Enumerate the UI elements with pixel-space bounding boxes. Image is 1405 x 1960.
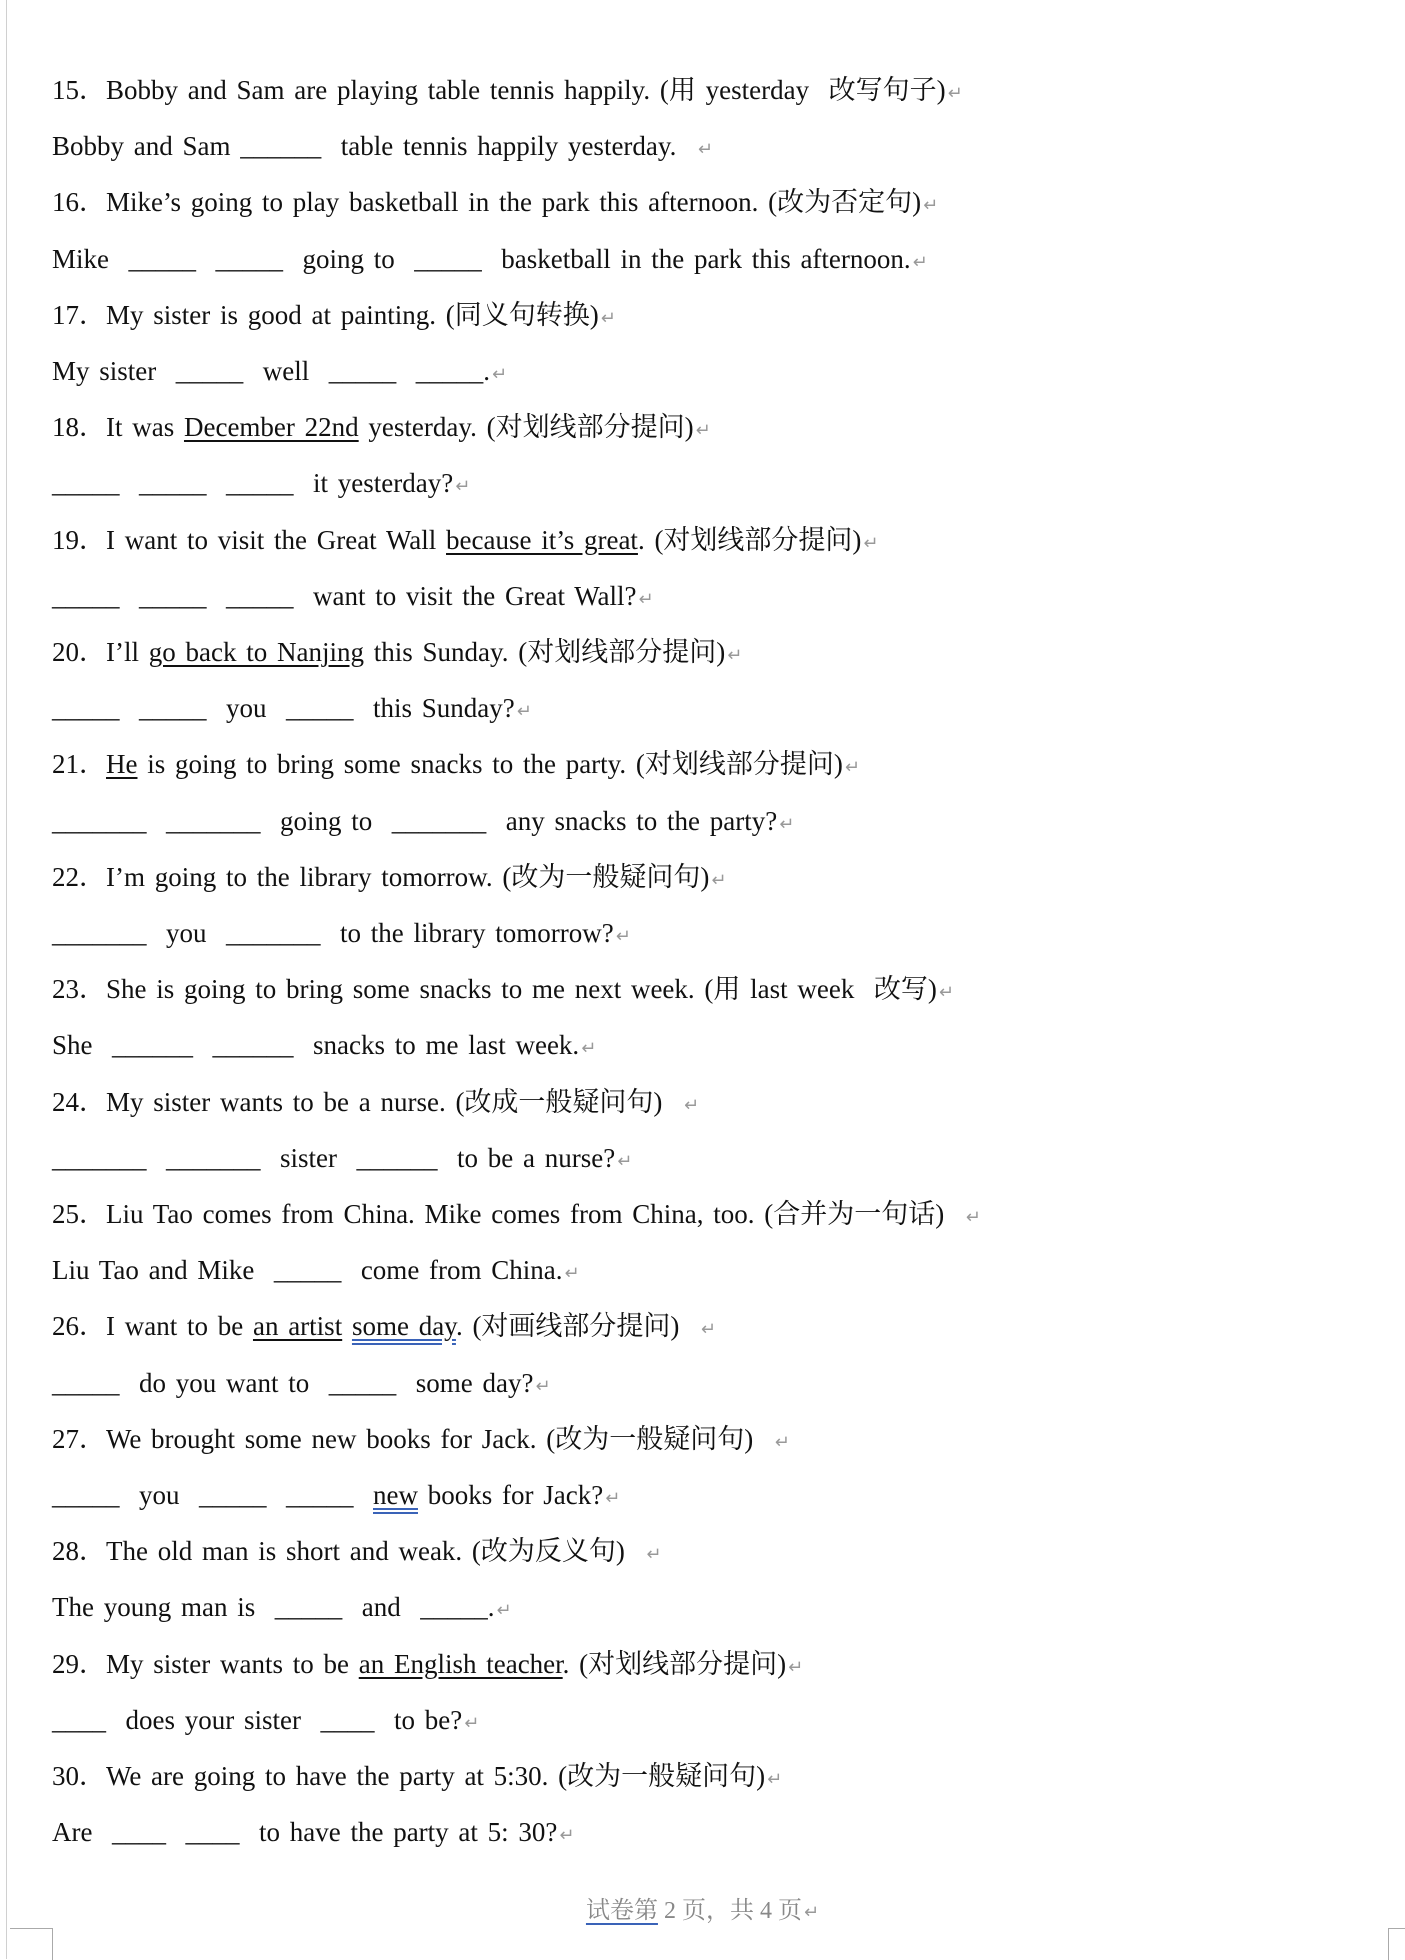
answer-blank: _____ bbox=[328, 356, 397, 386]
return-mark-icon: ↵ bbox=[844, 757, 860, 779]
text-segment: it yesterday? bbox=[293, 468, 454, 499]
return-mark-icon: ↵ bbox=[788, 1656, 804, 1678]
answer-line bbox=[52, 1028, 596, 1066]
answer-blank: ______ bbox=[240, 131, 322, 162]
answer-line bbox=[52, 579, 654, 617]
return-mark-icon: ↵ bbox=[700, 1319, 717, 1341]
return-mark-icon: ↵ bbox=[455, 476, 471, 498]
text-segment: do you want to bbox=[119, 1367, 329, 1398]
text-segment: Are bbox=[52, 1817, 112, 1848]
answer-line bbox=[52, 354, 507, 392]
return-mark-icon: ↵ bbox=[947, 83, 963, 104]
return-mark-icon: ↵ bbox=[564, 1263, 580, 1285]
answer-blank: _____ bbox=[128, 243, 196, 274]
text-segment: 15．Bobby and Sam are playing table tennis happily. (用 yesterday 改写句子) bbox=[52, 75, 946, 105]
return-mark-icon: ↵ bbox=[496, 1600, 512, 1622]
question-line bbox=[52, 1647, 803, 1685]
return-mark-icon: ↵ bbox=[774, 1431, 790, 1453]
text-segment: . (对画线部分提问) bbox=[455, 1311, 699, 1342]
answer-blank: _____ bbox=[139, 580, 207, 611]
answer-blank: _____ bbox=[215, 243, 283, 274]
text-segment: 17．My sister is good at painting. (同义句转换) bbox=[52, 299, 599, 330]
text-segment: want to visit the Great Wall? bbox=[293, 580, 637, 611]
question-line bbox=[52, 860, 727, 898]
question-line bbox=[52, 1422, 790, 1460]
answer-blank: _______ bbox=[52, 918, 147, 948]
answer-blank: _____ bbox=[199, 1480, 267, 1510]
text-segment: does your sister bbox=[106, 1704, 321, 1735]
text-segment: 19．I want to visit the Great Wall bbox=[52, 524, 447, 555]
text-segment: . (对划线部分提问) bbox=[637, 524, 862, 555]
answer-blank: _____ bbox=[274, 1592, 343, 1623]
return-mark-icon: ↵ bbox=[965, 1207, 981, 1228]
text-segment: to have the party at 5: 30? bbox=[239, 1817, 558, 1848]
text-segment: going to bbox=[283, 243, 415, 274]
answer-line bbox=[52, 1141, 632, 1179]
return-mark-icon: ↵ bbox=[559, 1825, 575, 1847]
question-line bbox=[52, 972, 954, 1010]
underlined-phrase: because it’s great bbox=[446, 524, 638, 555]
text-segment bbox=[147, 806, 167, 836]
answer-blank: _______ bbox=[166, 805, 261, 836]
text-segment: 27．We brought some new books for Jack. (改为一般疑问句) bbox=[52, 1423, 773, 1454]
text-segment: 24．My sister wants to be a nurse. (改成一般疑问句) bbox=[52, 1086, 682, 1117]
footer-page-info: 2 页，共 4 页 bbox=[657, 1898, 802, 1924]
question-line bbox=[52, 1759, 782, 1797]
text-segment: She bbox=[52, 1030, 112, 1061]
return-mark-icon: ↵ bbox=[464, 1712, 480, 1734]
text-segment: 22．I’m going to the library tomorrow. (改为一般疑问句) bbox=[52, 861, 710, 892]
text-segment: any snacks to the party? bbox=[486, 805, 778, 836]
answer-blank: _____. bbox=[420, 1592, 495, 1623]
page-footer bbox=[0, 1890, 1405, 1925]
text-segment: Liu Tao and Mike bbox=[52, 1255, 274, 1286]
text-segment: yesterday. (对划线部分提问) bbox=[358, 412, 694, 443]
question-line bbox=[52, 523, 879, 561]
text-segment: you bbox=[119, 1480, 199, 1510]
answer-blank: _______ bbox=[52, 805, 147, 836]
underlined-phrase: an artist bbox=[252, 1311, 343, 1342]
answer-blank: _____ bbox=[286, 693, 354, 724]
return-mark-icon: ↵ bbox=[516, 701, 532, 723]
underlined-phrase: go back to Nanjing bbox=[148, 637, 364, 667]
answer-line bbox=[52, 1590, 512, 1628]
question-line bbox=[52, 298, 616, 336]
text-segment: 18．It was bbox=[52, 412, 184, 443]
answer-line bbox=[52, 1478, 620, 1516]
answer-blank: _______ bbox=[391, 805, 487, 836]
answer-blank: ____ bbox=[185, 1817, 240, 1848]
return-mark-icon: ↵ bbox=[646, 1544, 662, 1566]
text-segment: My sister bbox=[52, 356, 176, 386]
text-segment: is going to bring some snacks to the party. (对划线部分提问) bbox=[137, 749, 843, 780]
answer-blank: _____ bbox=[226, 468, 294, 499]
page-corner-mark-right bbox=[1388, 1928, 1405, 1960]
text-segment bbox=[120, 468, 140, 498]
return-mark-icon: ↵ bbox=[605, 1488, 621, 1509]
answer-blank: ______ bbox=[356, 1142, 438, 1173]
text-segment: 20．I’ll bbox=[52, 637, 149, 667]
text-segment bbox=[396, 356, 416, 386]
answer-blank: _____ bbox=[175, 356, 244, 386]
answer-blank: _____ bbox=[139, 693, 207, 724]
text-segment: books for Jack? bbox=[417, 1480, 604, 1510]
answer-line bbox=[52, 1253, 580, 1291]
return-mark-icon: ↵ bbox=[803, 1902, 820, 1923]
text-segment: 25．Liu Tao comes from China. Mike comes from China, too. (合并为一句话) bbox=[52, 1199, 964, 1229]
answer-line bbox=[52, 1366, 551, 1404]
return-mark-icon: ↵ bbox=[727, 645, 743, 666]
text-segment bbox=[354, 1480, 374, 1510]
return-mark-icon: ↵ bbox=[912, 251, 928, 273]
return-mark-icon: ↵ bbox=[711, 869, 727, 891]
return-mark-icon: ↵ bbox=[767, 1769, 783, 1790]
text-segment bbox=[166, 1817, 186, 1847]
text-segment: 28．The old man is short and weak. (改为反义句) bbox=[52, 1536, 645, 1567]
answer-blank: _______ bbox=[166, 1142, 261, 1173]
footer-underlined: 试卷第 bbox=[585, 1898, 658, 1924]
text-segment: table tennis happily yesterday. bbox=[321, 131, 696, 162]
answer-blank: _____ bbox=[226, 580, 294, 611]
text-segment: 16．Mike’s going to play basketball in the park this afternoon. (改为否定句) bbox=[52, 187, 922, 218]
text-segment: 29．My sister wants to be bbox=[52, 1648, 359, 1679]
answer-blank: _____ bbox=[414, 243, 482, 274]
text-segment: Mike bbox=[52, 243, 129, 274]
answer-blank: _____ bbox=[273, 1255, 342, 1286]
text-segment bbox=[342, 1311, 352, 1341]
return-mark-icon: ↵ bbox=[492, 364, 508, 385]
text-segment: sister bbox=[260, 1142, 357, 1173]
text-segment: you bbox=[146, 918, 226, 948]
page-left-edge bbox=[6, 0, 7, 1959]
answer-blank: ____ bbox=[52, 1704, 106, 1735]
answer-blank: _______ bbox=[52, 1142, 147, 1173]
answer-blank: _____ bbox=[52, 580, 120, 611]
question-line bbox=[52, 1085, 699, 1123]
return-mark-icon: ↵ bbox=[617, 1150, 633, 1172]
double-underlined-phrase: some day bbox=[351, 1311, 456, 1342]
answer-blank: _____ bbox=[52, 1367, 120, 1398]
question-line bbox=[52, 1534, 662, 1572]
double-underlined-phrase: new bbox=[373, 1480, 418, 1510]
return-mark-icon: ↵ bbox=[938, 982, 954, 1004]
answer-blank: _____ bbox=[52, 468, 120, 499]
return-mark-icon: ↵ bbox=[863, 532, 879, 554]
answer-line bbox=[52, 466, 470, 504]
answer-blank: ____ bbox=[320, 1704, 375, 1735]
answer-line bbox=[52, 242, 928, 280]
return-mark-icon: ↵ bbox=[638, 588, 654, 610]
answer-blank: _____ bbox=[328, 1367, 397, 1398]
return-mark-icon: ↵ bbox=[695, 420, 711, 442]
return-mark-icon: ↵ bbox=[923, 195, 939, 217]
text-segment bbox=[267, 1480, 287, 1510]
answer-line bbox=[52, 916, 631, 954]
question-line bbox=[52, 1197, 981, 1235]
text-segment: 21． bbox=[52, 749, 106, 780]
text-segment: come from China. bbox=[341, 1255, 563, 1286]
text-segment: The young man is bbox=[52, 1592, 275, 1623]
text-segment: this Sunday? bbox=[353, 693, 515, 724]
question-line bbox=[52, 1309, 716, 1347]
question-line bbox=[52, 747, 860, 785]
return-mark-icon: ↵ bbox=[581, 1038, 597, 1060]
return-mark-icon: ↵ bbox=[683, 1094, 700, 1116]
answer-blank: _____ bbox=[52, 693, 120, 724]
answer-blank: ______ bbox=[112, 1030, 193, 1061]
text-segment: Bobby and Sam bbox=[52, 131, 241, 162]
text-segment: basketball in the park this afternoon. bbox=[481, 243, 911, 274]
answer-blank: _____ bbox=[286, 1480, 354, 1510]
text-segment: some day? bbox=[396, 1367, 534, 1398]
underlined-phrase: an English teacher bbox=[358, 1648, 563, 1679]
text-segment: you bbox=[206, 693, 286, 724]
text-segment: and bbox=[342, 1592, 421, 1623]
text-segment: snacks to me last week. bbox=[293, 1030, 580, 1061]
text-segment: to be a nurse? bbox=[437, 1142, 616, 1173]
answer-line bbox=[52, 691, 532, 729]
text-segment: going to bbox=[260, 805, 392, 836]
answer-line bbox=[52, 129, 713, 167]
answer-line bbox=[52, 1815, 574, 1853]
return-mark-icon: ↵ bbox=[615, 926, 631, 947]
text-segment bbox=[207, 581, 227, 611]
return-mark-icon: ↵ bbox=[779, 813, 795, 835]
text-segment: to be? bbox=[374, 1704, 463, 1735]
answer-line bbox=[52, 1703, 479, 1741]
text-segment bbox=[120, 581, 140, 611]
underlined-phrase: December 22nd bbox=[183, 412, 359, 443]
text-segment: well bbox=[243, 356, 329, 386]
text-segment: . (对划线部分提问) bbox=[562, 1648, 787, 1679]
question-line bbox=[52, 73, 963, 111]
answer-blank: ____ bbox=[111, 1817, 166, 1848]
return-mark-icon: ↵ bbox=[535, 1375, 551, 1397]
text-segment: this Sunday. (对划线部分提问) bbox=[363, 637, 726, 667]
question-line bbox=[52, 185, 938, 223]
text-segment bbox=[120, 693, 140, 723]
question-line bbox=[52, 635, 742, 673]
text-segment bbox=[196, 244, 216, 274]
answer-blank: _____ bbox=[52, 1480, 120, 1510]
answer-blank: ______ bbox=[212, 1030, 294, 1061]
answer-blank: _____. bbox=[415, 356, 490, 386]
text-segment: 23．She is going to bring some snacks to me next week. (用 last week 改写) bbox=[52, 974, 937, 1005]
text-segment bbox=[147, 1143, 167, 1173]
answer-blank: _______ bbox=[226, 918, 321, 948]
text-segment: 30．We are going to have the party at 5:30. (改为一般疑问句) bbox=[52, 1761, 766, 1791]
text-segment bbox=[207, 468, 227, 498]
answer-line bbox=[52, 804, 794, 842]
question-line bbox=[52, 410, 711, 448]
text-segment: to the library tomorrow? bbox=[320, 918, 614, 948]
return-mark-icon: ↵ bbox=[600, 307, 616, 329]
page-corner-mark-left bbox=[10, 1928, 53, 1960]
underlined-phrase: He bbox=[106, 749, 138, 780]
text-segment: 26．I want to be bbox=[52, 1311, 253, 1342]
answer-blank: _____ bbox=[139, 468, 207, 499]
return-mark-icon: ↵ bbox=[697, 139, 713, 161]
text-segment bbox=[193, 1030, 213, 1060]
